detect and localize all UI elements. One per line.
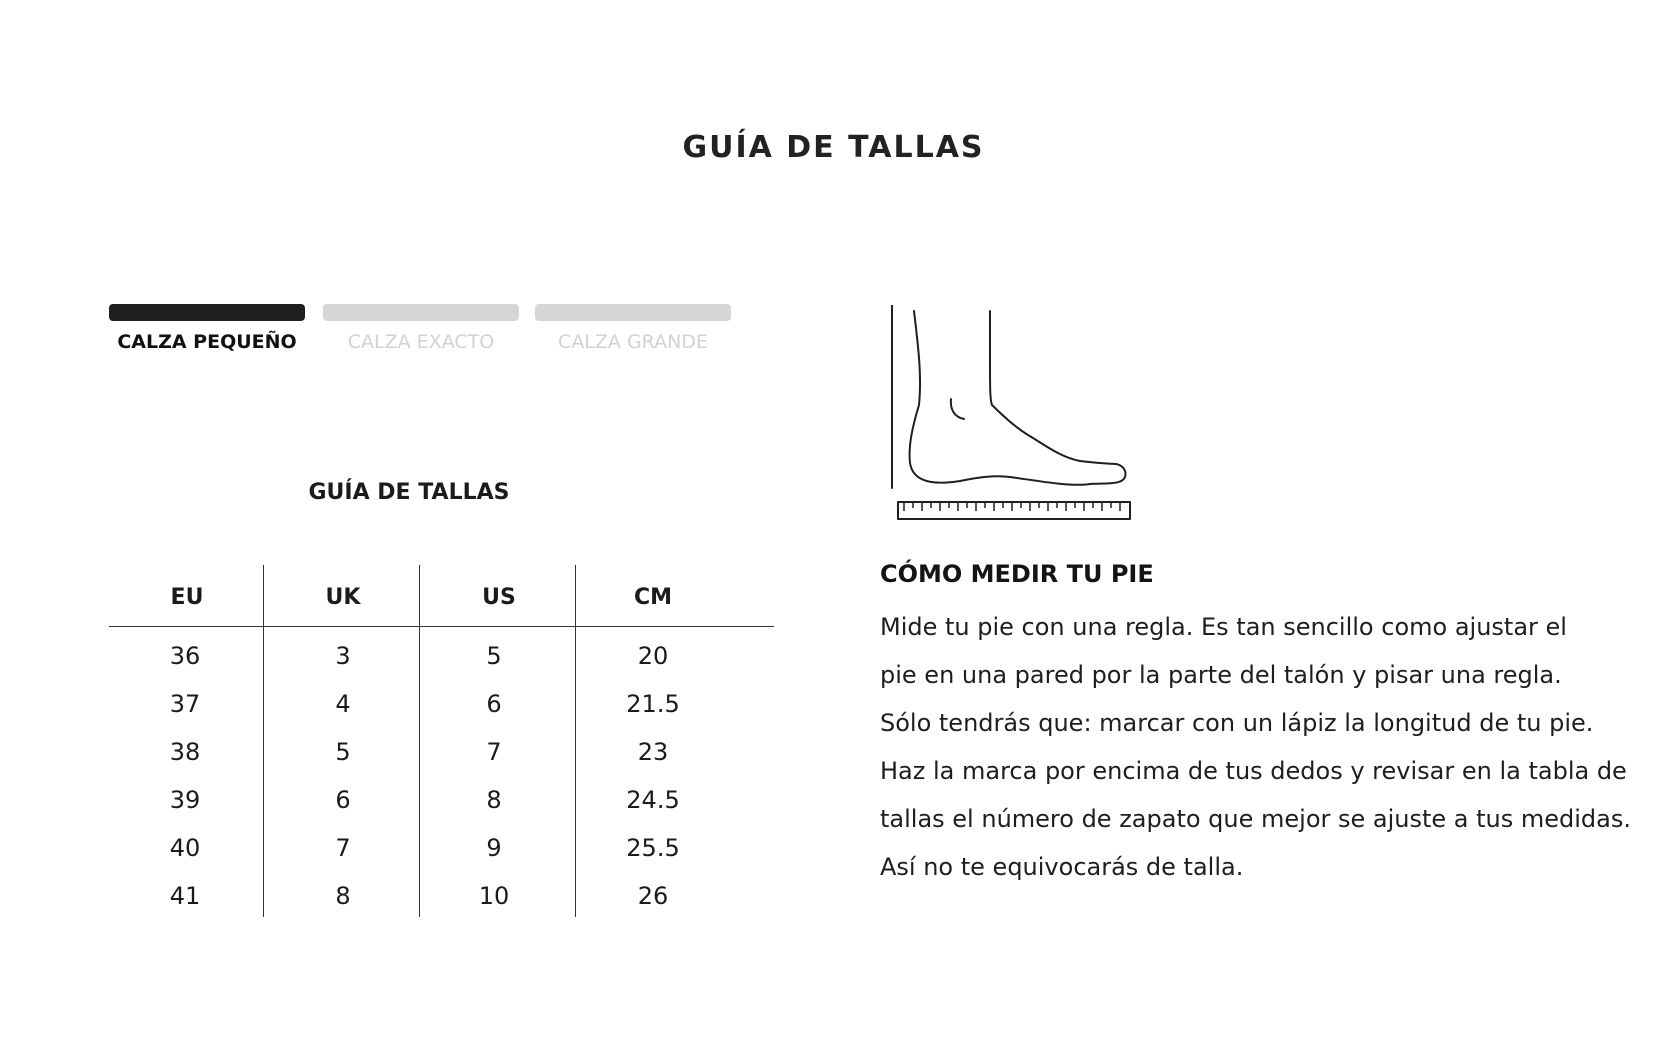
cell-cm: 23	[637, 738, 669, 766]
header-divider	[109, 626, 774, 627]
cell-cm: 26	[637, 882, 669, 910]
cell-us: 10	[478, 882, 510, 910]
cell-eu: 37	[169, 690, 201, 718]
fit-bar-active	[109, 304, 305, 321]
cell-us: 6	[486, 690, 502, 718]
header-uk: UK	[325, 585, 361, 610]
fit-bar	[323, 304, 519, 321]
instruction-line: pie en una pared por la parte del talón y pisar una regla.	[880, 661, 1562, 689]
header-cm: CM	[633, 585, 673, 610]
tab-calza-pequeno[interactable]	[109, 304, 305, 374]
cell-cm: 21.5	[626, 690, 680, 718]
cell-us: 7	[486, 738, 502, 766]
instruction-line: tallas el número de zapato que mejor se ajuste a tus medidas.	[880, 805, 1632, 833]
header-us: US	[482, 585, 516, 610]
tab-label: CALZA EXACTO	[347, 331, 495, 353]
foot-ruler-icon	[880, 305, 1140, 530]
cell-us: 8	[486, 786, 502, 814]
cell-uk: 7	[335, 834, 351, 862]
cell-cm: 20	[637, 642, 669, 670]
cell-us: 9	[486, 834, 502, 862]
tab-label: CALZA PEQUEÑO	[117, 331, 297, 353]
how-to-measure-title: CÓMO MEDIR TU PIE	[880, 560, 1154, 588]
fit-bar	[535, 304, 731, 321]
how-to-measure-text	[880, 603, 1640, 891]
cell-cm: 25.5	[626, 834, 680, 862]
cell-uk: 6	[335, 786, 351, 814]
instruction-line: Haz la marca por encima de tus dedos y revisar en la tabla de	[880, 757, 1627, 785]
header-eu: EU	[170, 585, 204, 610]
cell-us: 5	[486, 642, 502, 670]
tab-calza-exacto[interactable]	[323, 304, 519, 374]
page-title: GUÍA DE TALLAS	[682, 130, 985, 165]
cell-uk: 4	[335, 690, 351, 718]
cell-cm: 24.5	[626, 786, 680, 814]
instruction-line: Sólo tendrás que: marcar con un lápiz la longitud de tu pie.	[880, 709, 1594, 737]
size-table-title: GUÍA DE TALLAS	[308, 480, 510, 505]
cell-eu: 41	[169, 882, 201, 910]
instruction-line: Así no te equivocarás de talla.	[880, 853, 1244, 881]
size-table	[109, 565, 774, 917]
cell-uk: 8	[335, 882, 351, 910]
tab-label: CALZA GRANDE	[558, 331, 708, 353]
tab-calza-grande[interactable]	[535, 304, 731, 374]
column-divider	[263, 565, 264, 917]
column-divider	[575, 565, 576, 917]
cell-eu: 38	[169, 738, 201, 766]
cell-uk: 5	[335, 738, 351, 766]
cell-eu: 39	[169, 786, 201, 814]
cell-eu: 36	[169, 642, 201, 670]
cell-eu: 40	[169, 834, 201, 862]
instruction-line: Mide tu pie con una regla. Es tan sencillo como ajustar el	[880, 613, 1567, 641]
cell-uk: 3	[335, 642, 351, 670]
